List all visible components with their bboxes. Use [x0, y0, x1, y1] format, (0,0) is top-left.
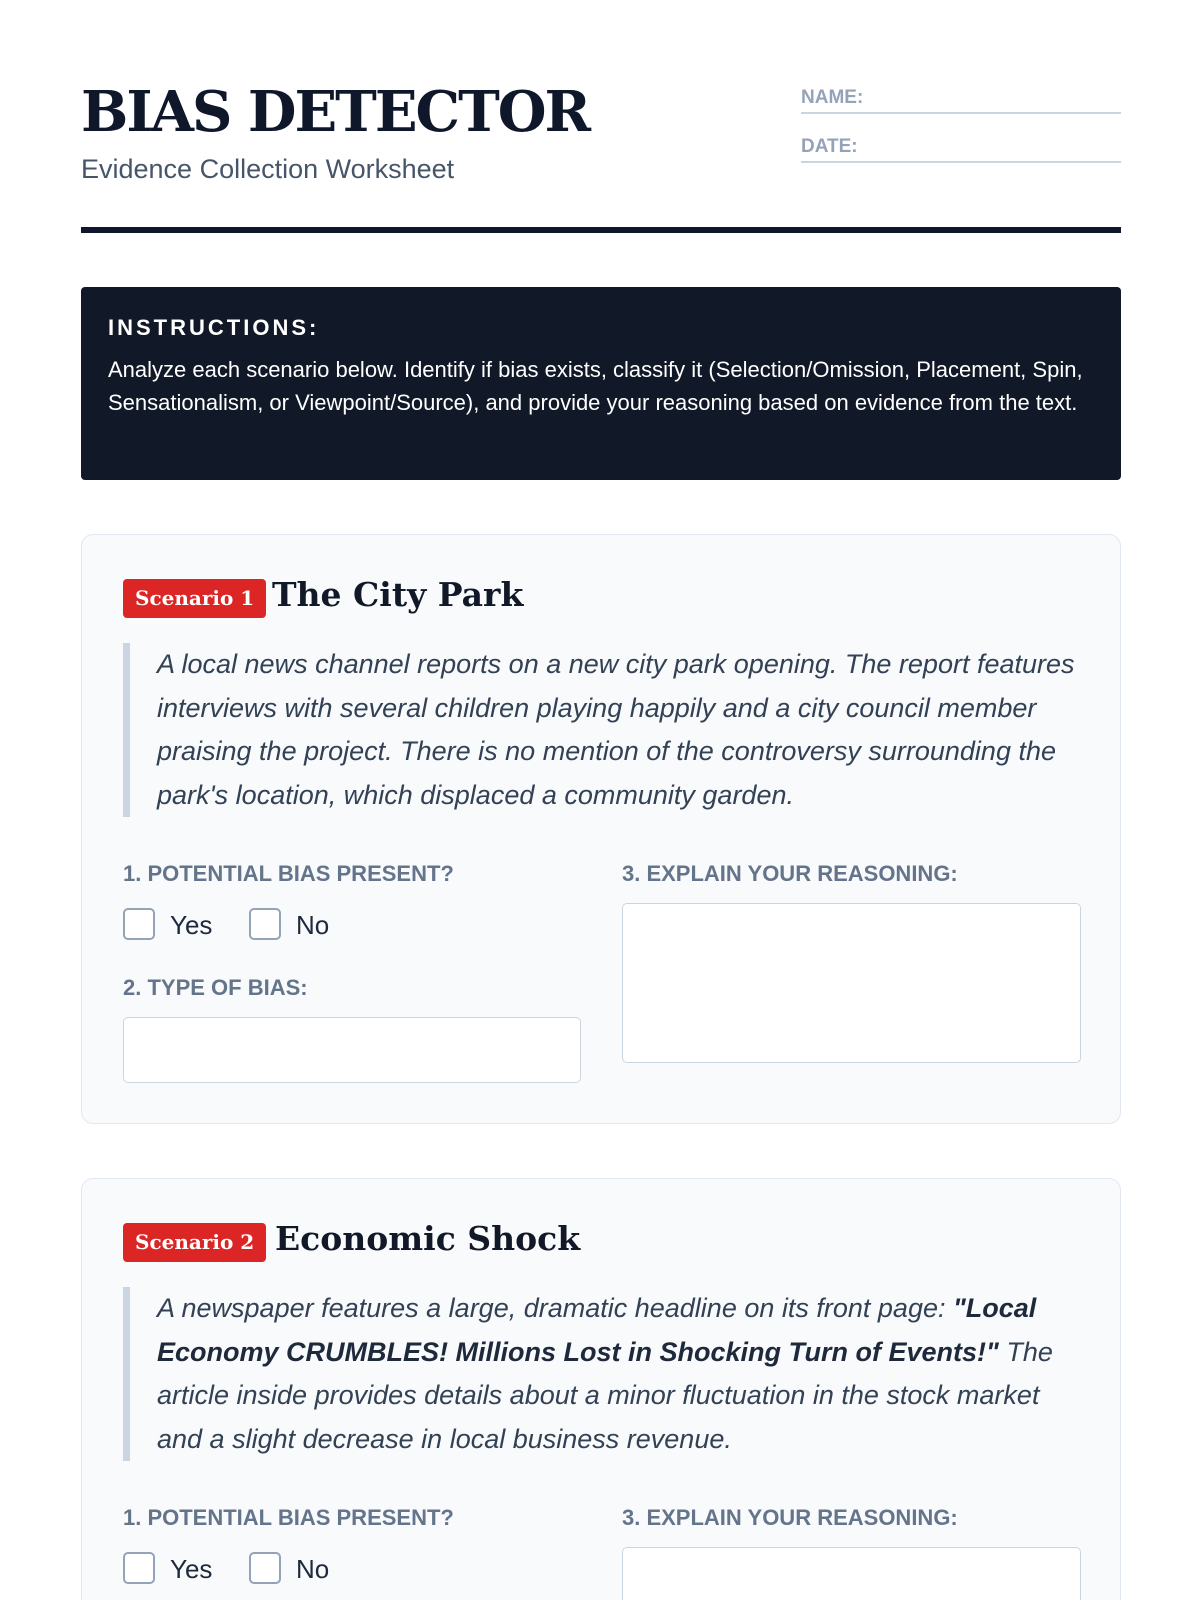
- bias-present-label: 1. POTENTIAL BIAS PRESENT?: [123, 861, 454, 886]
- worksheet-header: [81, 0, 1121, 236]
- page-subtitle: Evidence Collection Worksheet: [81, 154, 455, 184]
- name-label: NAME:: [801, 87, 864, 108]
- reasoning-textarea[interactable]: [622, 1547, 1081, 1600]
- scenario-text: [123, 1287, 1083, 1461]
- page-title: BIAS DETECTOR: [81, 79, 590, 145]
- date-label: DATE:: [801, 136, 858, 157]
- header-divider: [81, 227, 1121, 233]
- scenario-badge: Scenario 2: [123, 1223, 266, 1262]
- scenario-text-rest: The article inside provides details about a minor fluctuation in the stock market and a slight decrease in local business revenue.: [157, 1336, 1053, 1454]
- yes-checkbox[interactable]: [123, 908, 155, 940]
- scenario-card: [81, 1178, 1121, 1600]
- worksheet-page: [81, 0, 1121, 1584]
- instructions-box: [81, 287, 1121, 480]
- no-label[interactable]: No: [296, 1554, 330, 1584]
- no-checkbox[interactable]: [249, 908, 281, 940]
- instructions-text: Analyze each scenario below. Identify if bias exists, classify it (Selection/Omission, Placement, Spin, Sensationalism, or Viewpoint/Source), and provide your reasoning based on evidence from the text.: [108, 357, 1083, 415]
- scenario-text: A local news channel reports on a new city park opening. The report features interviews with several children playing happily and a city council member praising the project. There is no mention of the controversy surrounding the park's location, which displaced a community garden.: [123, 643, 1083, 817]
- date-field[interactable]: [801, 130, 1121, 163]
- scenario-card: [81, 534, 1121, 1124]
- bias-type-label: 2. TYPE OF BIAS:: [123, 975, 308, 1000]
- scenario-title: Economic Shock: [275, 1219, 581, 1258]
- yes-label[interactable]: Yes: [170, 910, 213, 940]
- yes-checkbox[interactable]: [123, 1552, 155, 1584]
- instructions-heading: INSTRUCTIONS:: [108, 315, 320, 340]
- name-field[interactable]: [801, 81, 1121, 114]
- scenario-badge: Scenario 1: [123, 579, 266, 618]
- bias-present-label: 1. POTENTIAL BIAS PRESENT?: [123, 1505, 454, 1530]
- scenario-title: The City Park: [272, 575, 524, 614]
- scenario-headline: "Local Economy CRUMBLES! Millions Lost in Shocking Turn of Events!": [157, 1293, 1037, 1367]
- bias-type-input[interactable]: [123, 1017, 581, 1083]
- reasoning-label: 3. EXPLAIN YOUR REASONING:: [622, 861, 958, 886]
- no-checkbox[interactable]: [249, 1552, 281, 1584]
- reasoning-textarea[interactable]: [622, 903, 1081, 1063]
- scenario-text-intro: A newspaper features a large, dramatic headline on its front page:: [157, 1293, 953, 1323]
- no-label[interactable]: No: [296, 910, 330, 940]
- yes-label[interactable]: Yes: [170, 1554, 213, 1584]
- reasoning-label: 3. EXPLAIN YOUR REASONING:: [622, 1505, 958, 1530]
